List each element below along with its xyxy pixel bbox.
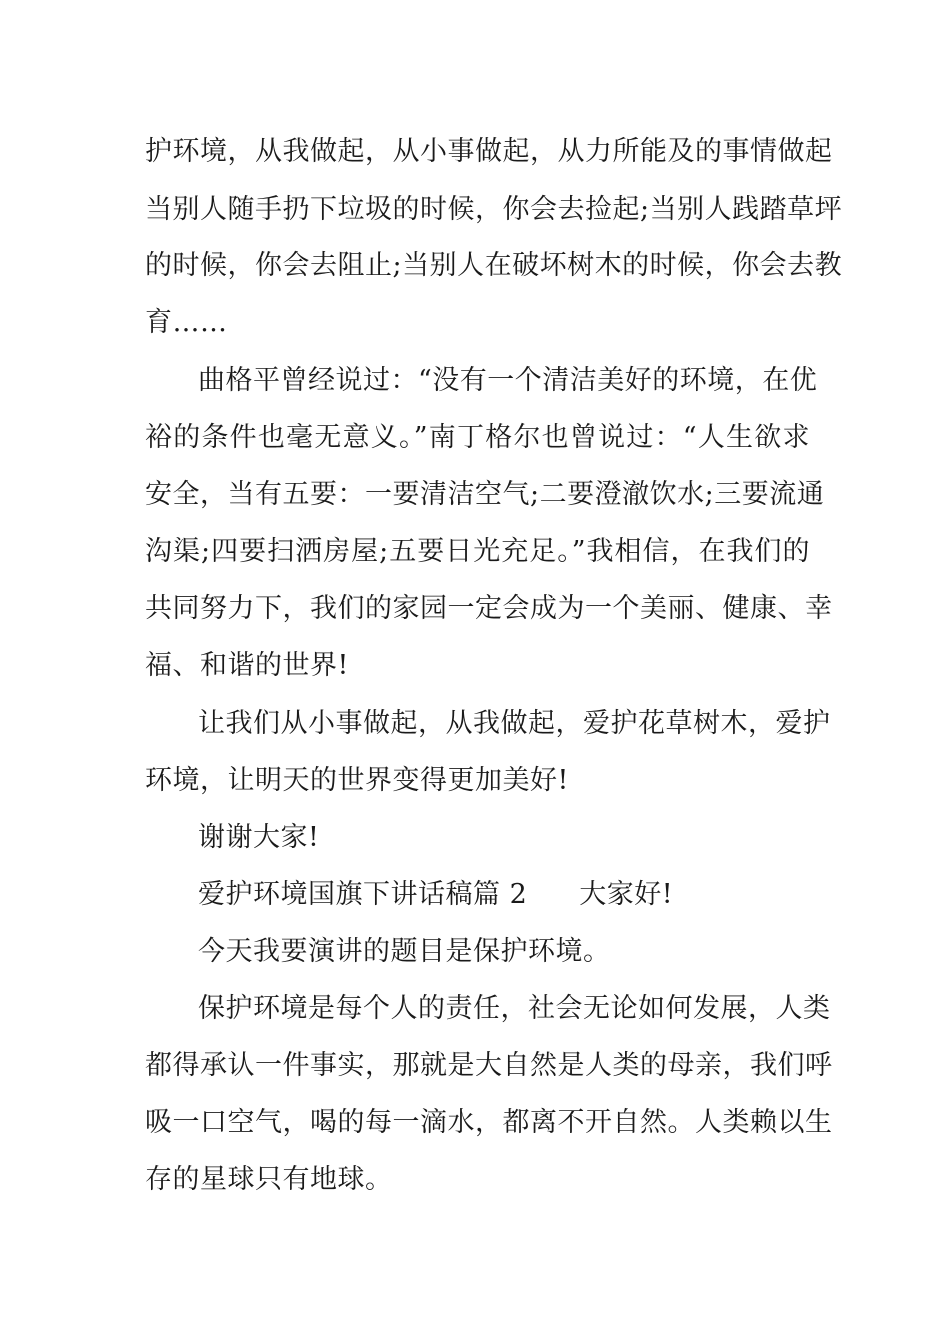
paragraph-line: 环境，让明天的世界变得更加美好! xyxy=(145,765,569,796)
paragraph-line: 曲格平曾经说过：“没有一个清洁美好的环境，在优 xyxy=(198,365,818,396)
paragraph-line: 都得承认一件事实，那就是大自然是人类的母亲，我们呼 xyxy=(145,1050,833,1081)
paragraph-line: 福、和谐的世界! xyxy=(145,650,349,681)
paragraph-line: 让我们从小事做起，从我做起，爱护花草树木，爱护 xyxy=(198,708,831,739)
paragraph-line: 沟渠;四要扫洒房屋;五要日光充足。”我相信，在我们的 xyxy=(145,536,810,567)
paragraph-line: 安全，当有五要：一要清洁空气;二要澄澈饮水;三要流通 xyxy=(145,479,825,510)
paragraph-line: 存的星球只有地球。 xyxy=(145,1164,393,1195)
paragraph-line: 育…… xyxy=(145,307,228,338)
section-heading xyxy=(198,875,810,915)
paragraph-line: 的时候，你会去阻止;当别人在破坏树木的时候，你会去教 xyxy=(145,250,843,281)
paragraph-line: 谢谢大家! xyxy=(198,822,320,853)
paragraph-line: 共同努力下，我们的家园一定会成为一个美丽、健康、幸 xyxy=(145,593,833,624)
paragraph-line: 吸一口空气，喝的每一滴水，都离不开自然。人类赖以生 xyxy=(145,1107,833,1138)
paragraph-line: 裕的条件也毫无意义。”南丁格尔也曾说过：“人生欲求 xyxy=(145,422,810,453)
paragraph-line: 当别人随手扔下垃圾的时候，你会去捡起;当别人践踏草坪 xyxy=(145,194,843,225)
section-heading-greeting: 大家好! xyxy=(579,879,674,910)
paragraph-line: 保护环境是每个人的责任，社会无论如何发展，人类 xyxy=(198,993,831,1024)
section-heading-title: 爱护环境国旗下讲话稿篇 2 xyxy=(198,879,528,910)
paragraph-line: 今天我要演讲的题目是保护环境。 xyxy=(198,936,611,967)
paragraph-line: 护环境，从我做起，从小事做起，从力所能及的事情做起 xyxy=(145,136,833,167)
